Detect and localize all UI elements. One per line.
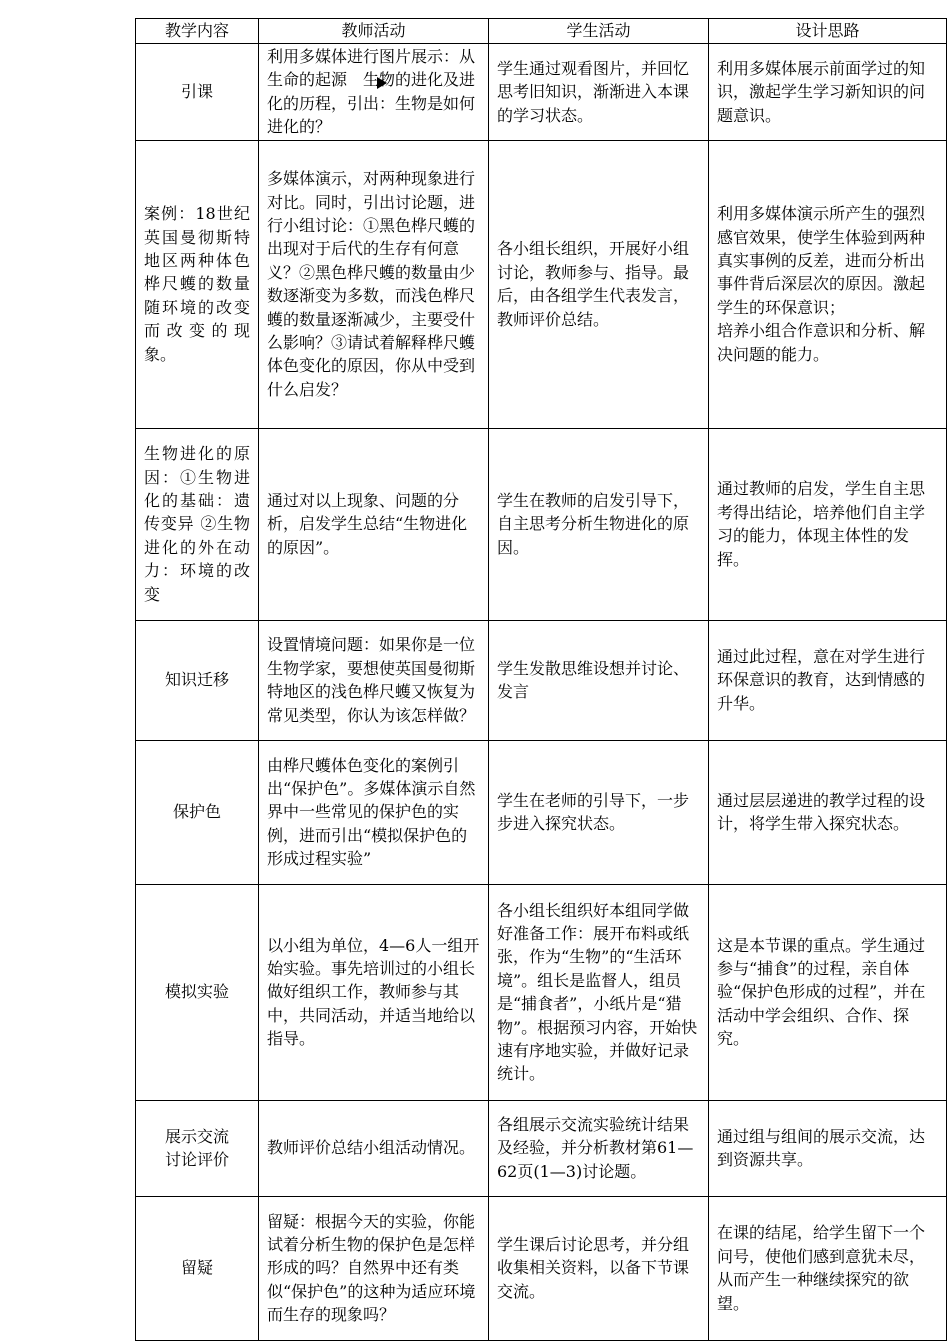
row-content: 案例：18世纪英国曼彻斯特地区两种体色桦尺蠖的数量随环境的改变而改变的现象。	[136, 140, 259, 428]
row-content: 展示交流 讨论评价	[136, 1100, 259, 1196]
row-content: 保护色	[136, 740, 259, 884]
table-row	[136, 1196, 947, 1340]
row-student-activity: 学生发散思维设想并讨论、发言	[489, 620, 709, 740]
row-teacher-activity: 多媒体演示，对两种现象进行对比。同时，引出讨论题，进行小组讨论：①黑色桦尺蠖的出现对于后代的生存有何意义？②黑色桦尺蠖的数量由少数逐渐变为多数，而浅色桦尺蠖的数量逐渐减少，主要受什么影响？③请试着解释桦尺蠖体色变化的原因，你从中受到什么启发？	[259, 140, 489, 428]
row-teacher-activity: 通过对以上现象、问题的分析，启发学生总结“生物进化的原因”。	[259, 428, 489, 620]
row-student-activity: 各小组长组织，开展好小组讨论，教师参与、指导。最后，由各组学生代表发言，教师评价总结。	[489, 140, 709, 428]
table-row	[136, 428, 947, 620]
row-teacher-activity: 由桦尺蠖体色变化的案例引出“保护色”。多媒体演示自然界中一些常见的保护色的实例，进而引出“模拟保护色的形成过程实验”	[259, 740, 489, 884]
table-row	[136, 140, 947, 428]
row-teacher-activity: 留疑：根据今天的实验，你能试着分析生物的保护色是怎样形成的吗？自然界中还有类似“保护色”的这种为适应环境而生存的现象吗？	[259, 1196, 489, 1340]
row-design-idea: 利用多媒体展示前面学过的知识，激起学生学习新知识的问题意识。	[709, 44, 947, 141]
row-student-activity: 各组展示交流实验统计结果及经验，并分析教材第61—62页(1—3)讨论题。	[489, 1100, 709, 1196]
row-design-idea: 通过层层递进的教学过程的设计，将学生带入探究状态。	[709, 740, 947, 884]
row-student-activity: 学生在老师的引导下，一步步进入探究状态。	[489, 740, 709, 884]
row-design-idea: 通过此过程，意在对学生进行环保意识的教育，达到情感的升华。	[709, 620, 947, 740]
row-teacher-activity: 教师评价总结小组活动情况。	[259, 1100, 489, 1196]
header-content: 教学内容	[136, 19, 259, 44]
table-row	[136, 1100, 947, 1196]
table-row	[136, 884, 947, 1100]
row-teacher-activity: 利用多媒体进行图片展示：从生命的起源 生物的进化及进化的历程，引出：生物是如何进化的？	[259, 44, 489, 141]
header-student-activity: 学生活动	[489, 19, 709, 44]
table-row	[136, 44, 947, 141]
row-design-idea: 这是本节课的重点。学生通过参与“捕食”的过程，亲自体验“保护色形成的过程”，并在活动中学会组织、合作、探究。	[709, 884, 947, 1100]
row-design-idea: 在课的结尾，给学生留下一个问号，使他们感到意犹未尽，从而产生一种继续探究的欲望。	[709, 1196, 947, 1340]
row-content: 知识迁移	[136, 620, 259, 740]
row-content: 引课	[136, 44, 259, 141]
row-design-idea: 通过组与组间的展示交流，达到资源共享。	[709, 1100, 947, 1196]
row-design-idea: 通过教师的启发，学生自主思考得出结论，培养他们自主学习的能力，体现主体性的发挥。	[709, 428, 947, 620]
row-content: 模拟实验	[136, 884, 259, 1100]
row-teacher-activity: 设置情境问题：如果你是一位生物学家，要想使英国曼彻斯特地区的浅色桦尺蠖又恢复为常见类型，你认为该怎样做？	[259, 620, 489, 740]
table-row	[136, 740, 947, 884]
header-teacher-activity: 教师活动	[259, 19, 489, 44]
row-design-idea: 利用多媒体演示所产生的强烈感官效果，使学生体验到两种真实事例的反差，进而分析出事件背后深层次的原因。激起学生的环保意识； 培养小组合作意识和分析、解决问题的能力。	[709, 140, 947, 428]
row-content: 生物进化的原因：①生物进化的基础：遗传变异 ②生物进化的外在动力：环境的改变	[136, 428, 259, 620]
lesson-plan-table	[135, 18, 947, 1341]
arrow-icon	[377, 77, 387, 89]
row-teacher-activity: 以小组为单位，4—6人一组开始实验。事先培训过的小组长做好组织工作，教师参与其中，共同活动，并适当地给以指导。	[259, 884, 489, 1100]
header-design-idea: 设计思路	[709, 19, 947, 44]
row-content: 留疑	[136, 1196, 259, 1340]
row-student-activity: 学生在教师的启发引导下，自主思考分析生物进化的原因。	[489, 428, 709, 620]
row-student-activity: 各小组长组织好本组同学做好准备工作：展开布料或纸张，作为“生物”的“生活环境”。组长是监督人，组员是“捕食者”，小纸片是“猎物”。根据预习内容，开始快速有序地实验，并做好记录统计。	[489, 884, 709, 1100]
header-row	[136, 19, 947, 44]
table-row	[136, 620, 947, 740]
row-student-activity: 学生课后讨论思考，并分组收集相关资料，以备下节课交流。	[489, 1196, 709, 1340]
row-student-activity: 学生通过观看图片，并回忆思考旧知识，渐渐进入本课的学习状态。	[489, 44, 709, 141]
